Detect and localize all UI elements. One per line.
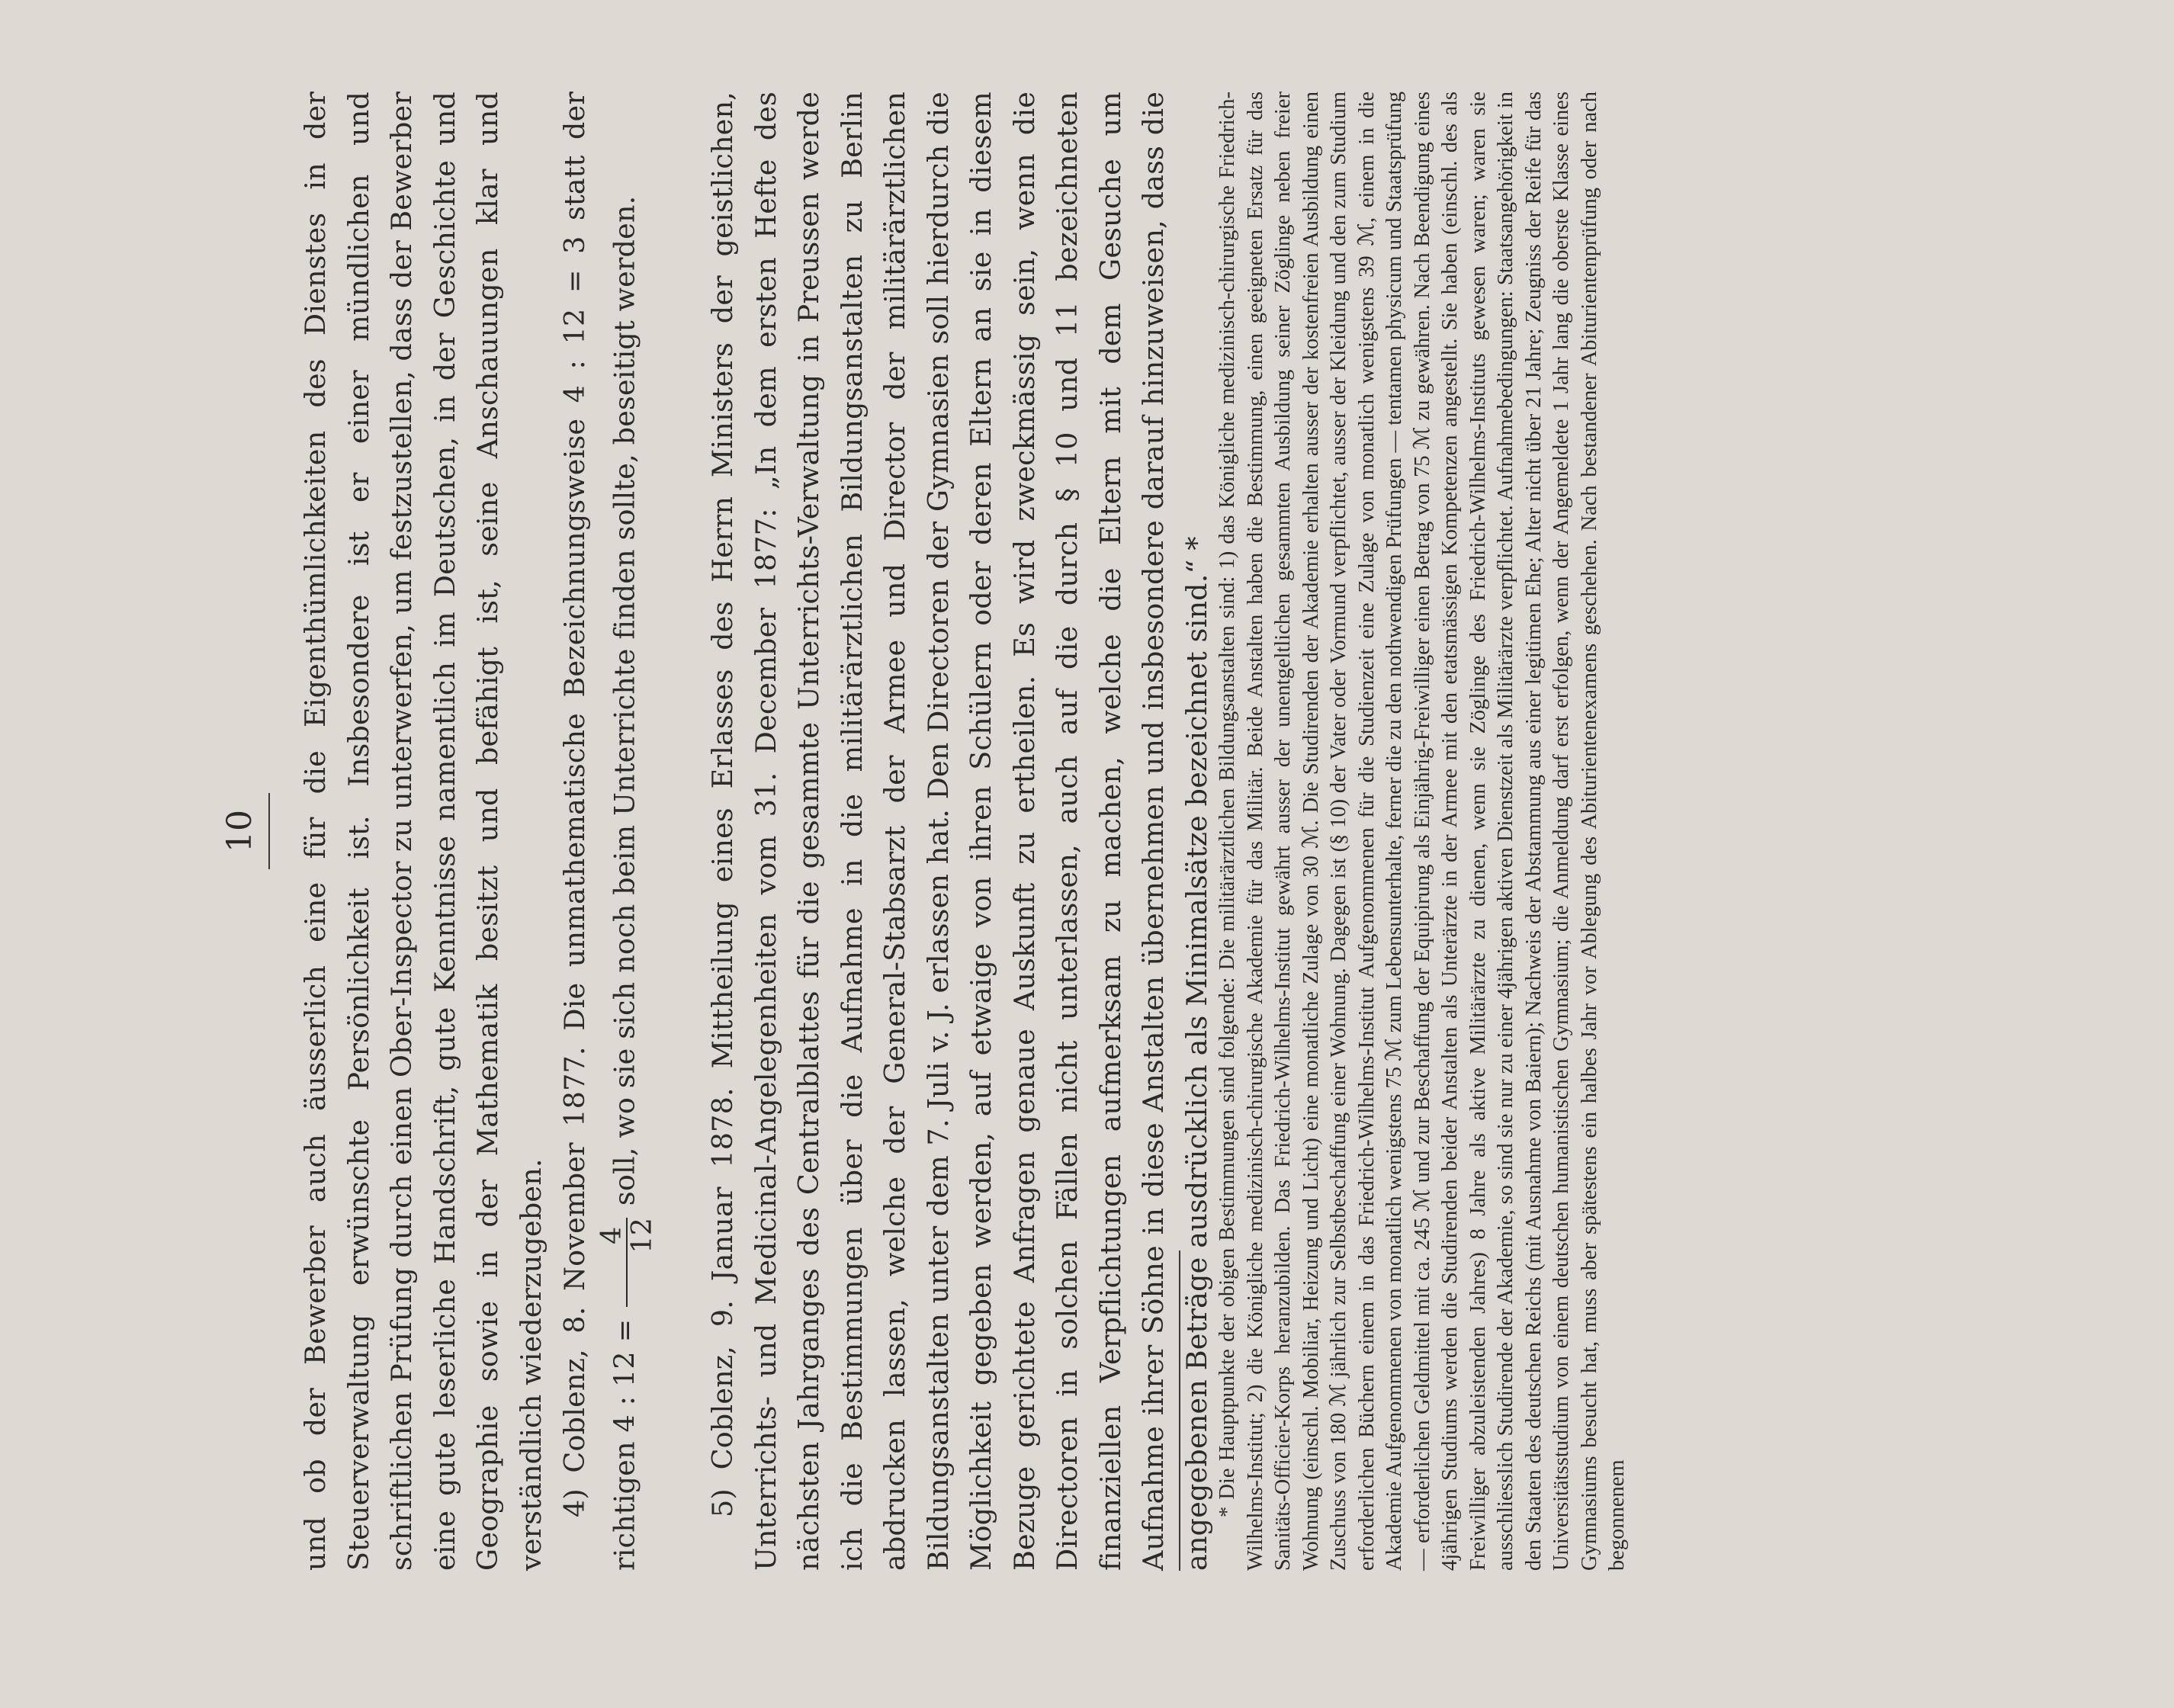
paragraph-4-text-before: 4) Coblenz, 8. November 1877. Die unmathematische Bezeichnungsweise 4 : 12 = 3 statt der richtigen 4 : 12 = xyxy=(558,92,641,1571)
page-number: 10 xyxy=(220,810,259,852)
paragraph-continuation: und ob der Bewerber auch äusserlich eine für die Eigenthümlichkeiten des Dienstes in der Steuerverwaltung erwünschte Persönlichkeit ist. Insbesondere ist er einer mündlichen und schriftlichen Prüfung durch einen Ober-Inspector zu unterwerfen, um festzustellen, dass der Bewerber eine gute leserliche Handschrift, gute Kenntnisse namentlich im Deutschen, in der Geschichte und Geographie sowie in der Mathematik besitzt und befähigt ist, seine Anschauungen klar und verständlich wiederzugeben. xyxy=(299,92,548,1571)
paragraph-4-coblenz-1877 xyxy=(554,92,657,1571)
fraction-denominator: 12 xyxy=(625,1217,658,1254)
paragraph-5-coblenz-1878: 5) Coblenz, 9. Januar 1878. Mittheilung eines Erlasses des Herrn Ministers der geistlichen, Unterrichts- und Medicinal-Angelegenheiten vom 31. December 1877: „In dem ersten Hefte des nächsten Jahrganges des Centralblattes für die gesammte Unterrichts-Verwaltung in Preussen werde ich die Bestimmungen über die Aufnahme in die militärärztlichen Bildungsanstalten zu Berlin abdrucken lassen, welche der General-Stabsarzt der Armee und Director der militärärztlichen Bildungsanstalten unter dem 7. Juli v. J. erlassen hat. Den Directoren der Gymnasien soll hierdurch die Möglichkeit gegeben werden, auf etwaige von ihren Schülern oder deren Eltern an sie in diesem Bezuge gerichtete Anfragen genaue Auskunft zu ertheilen. Es wird zweckmässig sein, wenn die Directoren in solchen Fällen nicht unterlassen, auch auf die durch § 10 und 11 bezeichneten finanziellen Verpflichtungen aufmerksam zu machen, welche die Eltern mit dem Gesuche um Aufnahme ihrer Söhne in diese Anstalten übernehmen und insbesondere darauf hinzuweisen, dass die angegebenen Beträge ausdrücklich als Minimalsätze bezeichnet sind.“ * xyxy=(706,92,1213,1571)
fraction-numerator: 4 xyxy=(597,1218,628,1307)
footnote: * Die Hauptpunkte der obigen Bestimmungen sind folgende: Die militärärztlichen Bildungsanstalten sind: 1) das Königliche medizinisch-chirurgische Friedrich-Wilhelms-Institut; 2) die Königliche medizinisch-chirurgische Akademie für das Militär. Beide Anstalten haben die Bestimmung, einen geeigneten Ersatz für das Sanitäts-Officier-Korps heranzubilden. Das Friedrich-Wilhelms-Institut gewährt ausser der unentgeltlichen gesammten Ausbildung seiner Zöglinge neben freier Wohnung (einschl. Mobiliar, Heizung und Licht) eine monatliche Zulage von 30 ℳ. Die Studirenden der Akademie erhalten ausser der kostenfreien Ausbildung einen Zuschuss von 180 ℳ jährlich zur Selbstbeschaffung einer Wohnung. Dagegen ist (§ 10) der Vater oder Vormund verpflichtet, ausser der Kleidung und den zum Studium erforderlichen Büchern einem in das Friedrich-Wilhelms-Institut Aufgenommenen für die Studienzeit eine Zulage von monatlich wenigstens 39 ℳ, einem in die Akademie Aufgenommenen von monatlich wenigstens 75 ℳ zum Lebensunterhalte, ferner die zu den nothwendigen Prüfungen — tentamen physicum und Staatsprüfung — erforderlichen Geldmittel mit ca. 245 ℳ und zur Beschaffung der Equipirung als Einjährig-Freiwilliger einen Betrag von 75 ℳ zu gewähren. Nach Beendigung eines 4jährigen Studiums werden die Studirenden beider Anstalten als Unterärzte in der Armee mit den etatsmässigen Kompetenzen angestellt. Sie haben (einschl. des als Freiwilliger abzuleistenden Jahres) 8 Jahre als aktive Militärärzte zu dienen, wenn sie Zöglinge des Friedrich-Wilhelms-Instituts gewesen waren; waren sie ausschliesslich Studirende der Akademie, so sind sie nur zu einer 4jährigen aktiven Dienstzeit als Militärärzte verpflichtet. Aufnahmebedingungen: Staatsangehörigkeit in den Staaten des deutschen Reichs (mit Ausnahme von Baiern); Nachweis der Abstammung aus einer legitimen Ehe; Alter nicht über 21 Jahre; Zeugniss der Reife für das Universitätsstudium von einem deutschen humanistischen Gymnasium; die Anmeldung darf erst erfolgen, wenn der Angemeldete 1 Jahr lang die oberste Klasse eines Gymnasiums besucht hat, muss aber spätestens ein halbes Jahr vor Ablegung des Abiturientenexamens geschehen. Nach bestandener Abiturientenprüfung oder nach begonnenem xyxy=(1215,92,1629,1571)
paragraph-4-text-after: soll, wo sie sich noch beim Unterrichte finden sollte, beseitigt werden. xyxy=(608,195,641,1206)
fraction-4-12 xyxy=(594,1217,658,1307)
page-content-rotated xyxy=(221,92,1998,1571)
page-number-rule xyxy=(268,793,270,869)
footnote-rule xyxy=(1179,1250,1180,1571)
